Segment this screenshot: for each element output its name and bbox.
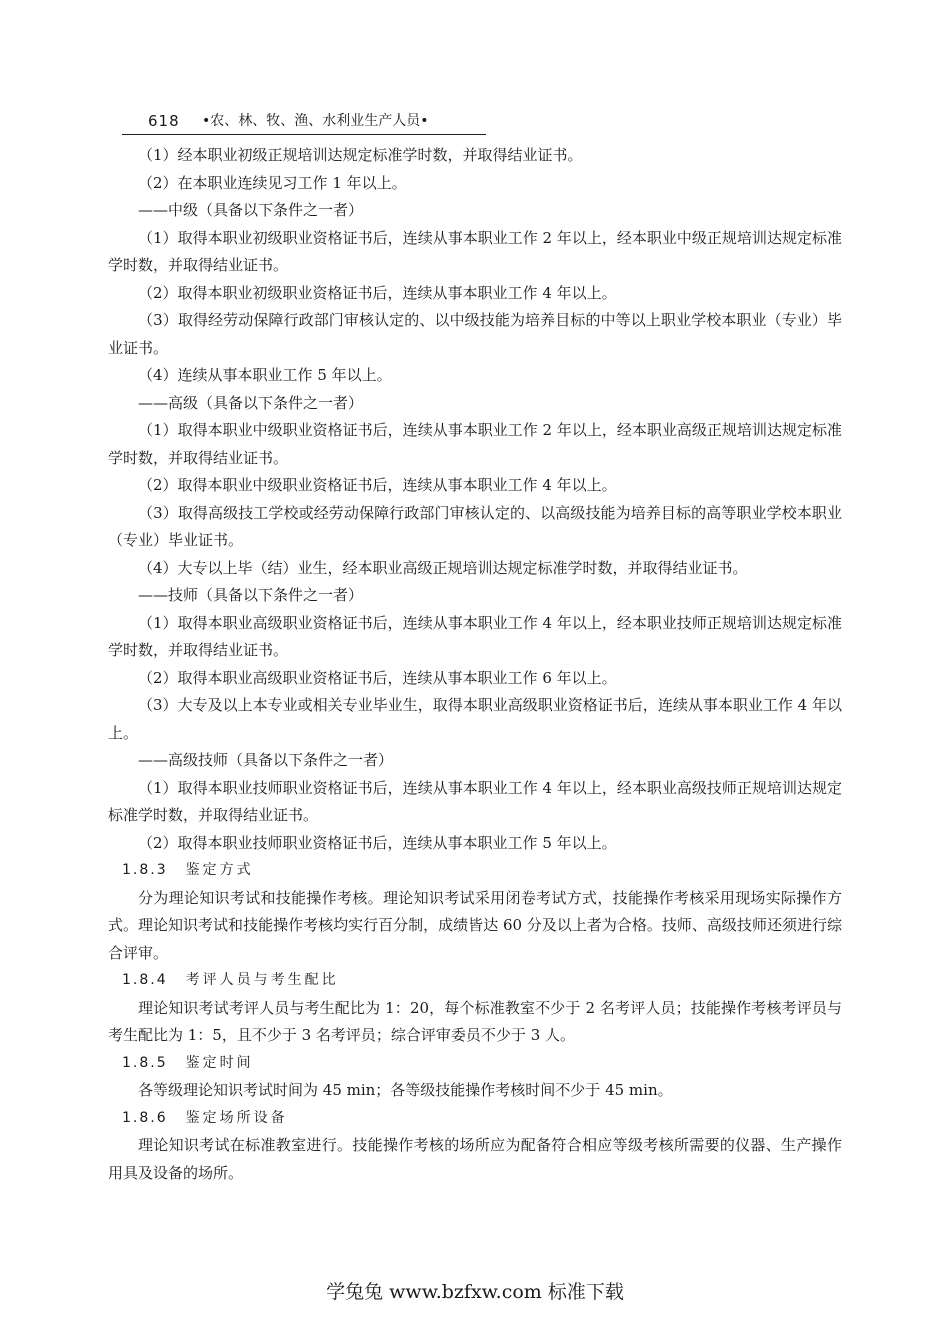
section-heading-1-8-6	[108, 1105, 842, 1133]
section-title: 考评人员与考生配比	[185, 972, 339, 988]
paragraph: （1）取得本职业技师职业资格证书后，连续从事本职业工作 4 年以上，经本职业高级技师正规培训达规定标准学时数，并取得结业证书。	[108, 778, 842, 824]
paragraph: （1）取得本职业中级职业资格证书后，连续从事本职业工作 2 年以上，经本职业高级正规培训达规定标准学时数，并取得结业证书。	[108, 421, 842, 467]
level-heading: ——中级（具备以下条件之一者）	[138, 201, 364, 219]
section-number: 1.8.5	[122, 1054, 168, 1071]
section-heading-1-8-4	[108, 967, 842, 995]
paragraph: （2）取得本职业初级职业资格证书后，连续从事本职业工作 4 年以上。	[138, 283, 617, 302]
paragraph: 理论知识考试在标准教室进行。技能操作考核的场所应为配备符合相应等级考核所需要的仪器、生产操作用具及设备的场所。	[108, 1136, 842, 1182]
section-title: 鉴定时间	[185, 1054, 254, 1071]
page-number: 618	[148, 112, 180, 130]
section-title: 鉴定方式	[185, 862, 254, 878]
paragraph: （3）取得经劳动保障行政部门审核认定的、以中级技能为培养目标的中等以上职业学校本职业（专业）毕业证书。	[108, 311, 842, 357]
paragraph: （2）在本职业连续见习工作 1 年以上。	[138, 173, 407, 192]
paragraph: （2）取得本职业中级职业资格证书后，连续从事本职业工作 4 年以上。	[138, 476, 617, 494]
paragraph: （3）取得高级技工学校或经劳动保障行政部门审核认定的、以高级技能为培养目标的高等职业学校本职业（专业）毕业证书。	[108, 503, 842, 549]
section-heading-1-8-5	[108, 1050, 842, 1078]
level-heading: ——技师（具备以下条件之一者）	[138, 586, 364, 604]
level-heading: ——高级（具备以下条件之一者）	[138, 393, 364, 412]
paragraph: 理论知识考试考评人员与考生配比为 1：20，每个标准教室不少于 2 名考评人员；技能操作考核考评员与考生配比为 1：5，且不少于 3 名考评员；综合评审委员不少于 3 人。	[108, 998, 842, 1044]
section-number: 1.8.6	[122, 1109, 168, 1126]
paragraph: 分为理论知识考试和技能操作考核。理论知识考试采用闭卷考试方式，技能操作考核采用现场实际操作方式。理论知识考试和技能操作考核均实行百分制，成绩皆达 60 分及以上者为合格。技师、高级技师还须进行综合评审。	[108, 888, 842, 962]
running-title: •农、林、牧、渔、水利业生产人员•	[202, 113, 429, 129]
paragraph: （4）大专以上毕（结）业生，经本职业高级正规培训达规定标准学时数，并取得结业证书。	[138, 558, 748, 577]
page-body	[108, 142, 842, 1187]
section-number: 1.8.3	[122, 862, 168, 878]
section-number: 1.8.4	[122, 972, 168, 988]
level-heading: ——高级技师（具备以下条件之一者）	[138, 751, 394, 769]
paragraph: （2）取得本职业高级职业资格证书后，连续从事本职业工作 6 年以上。	[138, 668, 617, 687]
paragraph: 各等级理论知识考试时间为 45 min；各等级技能操作考核时间不少于 45 min。	[138, 1081, 673, 1099]
paragraph: （1）取得本职业初级职业资格证书后，连续从事本职业工作 2 年以上，经本职业中级正规培训达规定标准学时数，并取得结业证书。	[108, 228, 842, 274]
watermark-footer: 学兔兔 www.bzfxw.com 标准下载	[326, 1281, 624, 1303]
paragraph: （4）连续从事本职业工作 5 年以上。	[138, 366, 392, 384]
paragraph: （1）经本职业初级正规培训达规定标准学时数，并取得结业证书。	[138, 146, 583, 164]
running-header	[122, 110, 486, 135]
section-title: 鉴定场所设备	[185, 1109, 288, 1126]
paragraph: （2）取得本职业技师职业资格证书后，连续从事本职业工作 5 年以上。	[138, 833, 617, 852]
paragraph: （1）取得本职业高级职业资格证书后，连续从事本职业工作 4 年以上，经本职业技师正规培训达规定标准学时数，并取得结业证书。	[108, 613, 842, 659]
paragraph: （3）大专及以上本专业或相关专业毕业生，取得本职业高级职业资格证书后，连续从事本职业工作 4 年以上。	[108, 696, 842, 742]
section-heading-1-8-3	[108, 857, 842, 885]
